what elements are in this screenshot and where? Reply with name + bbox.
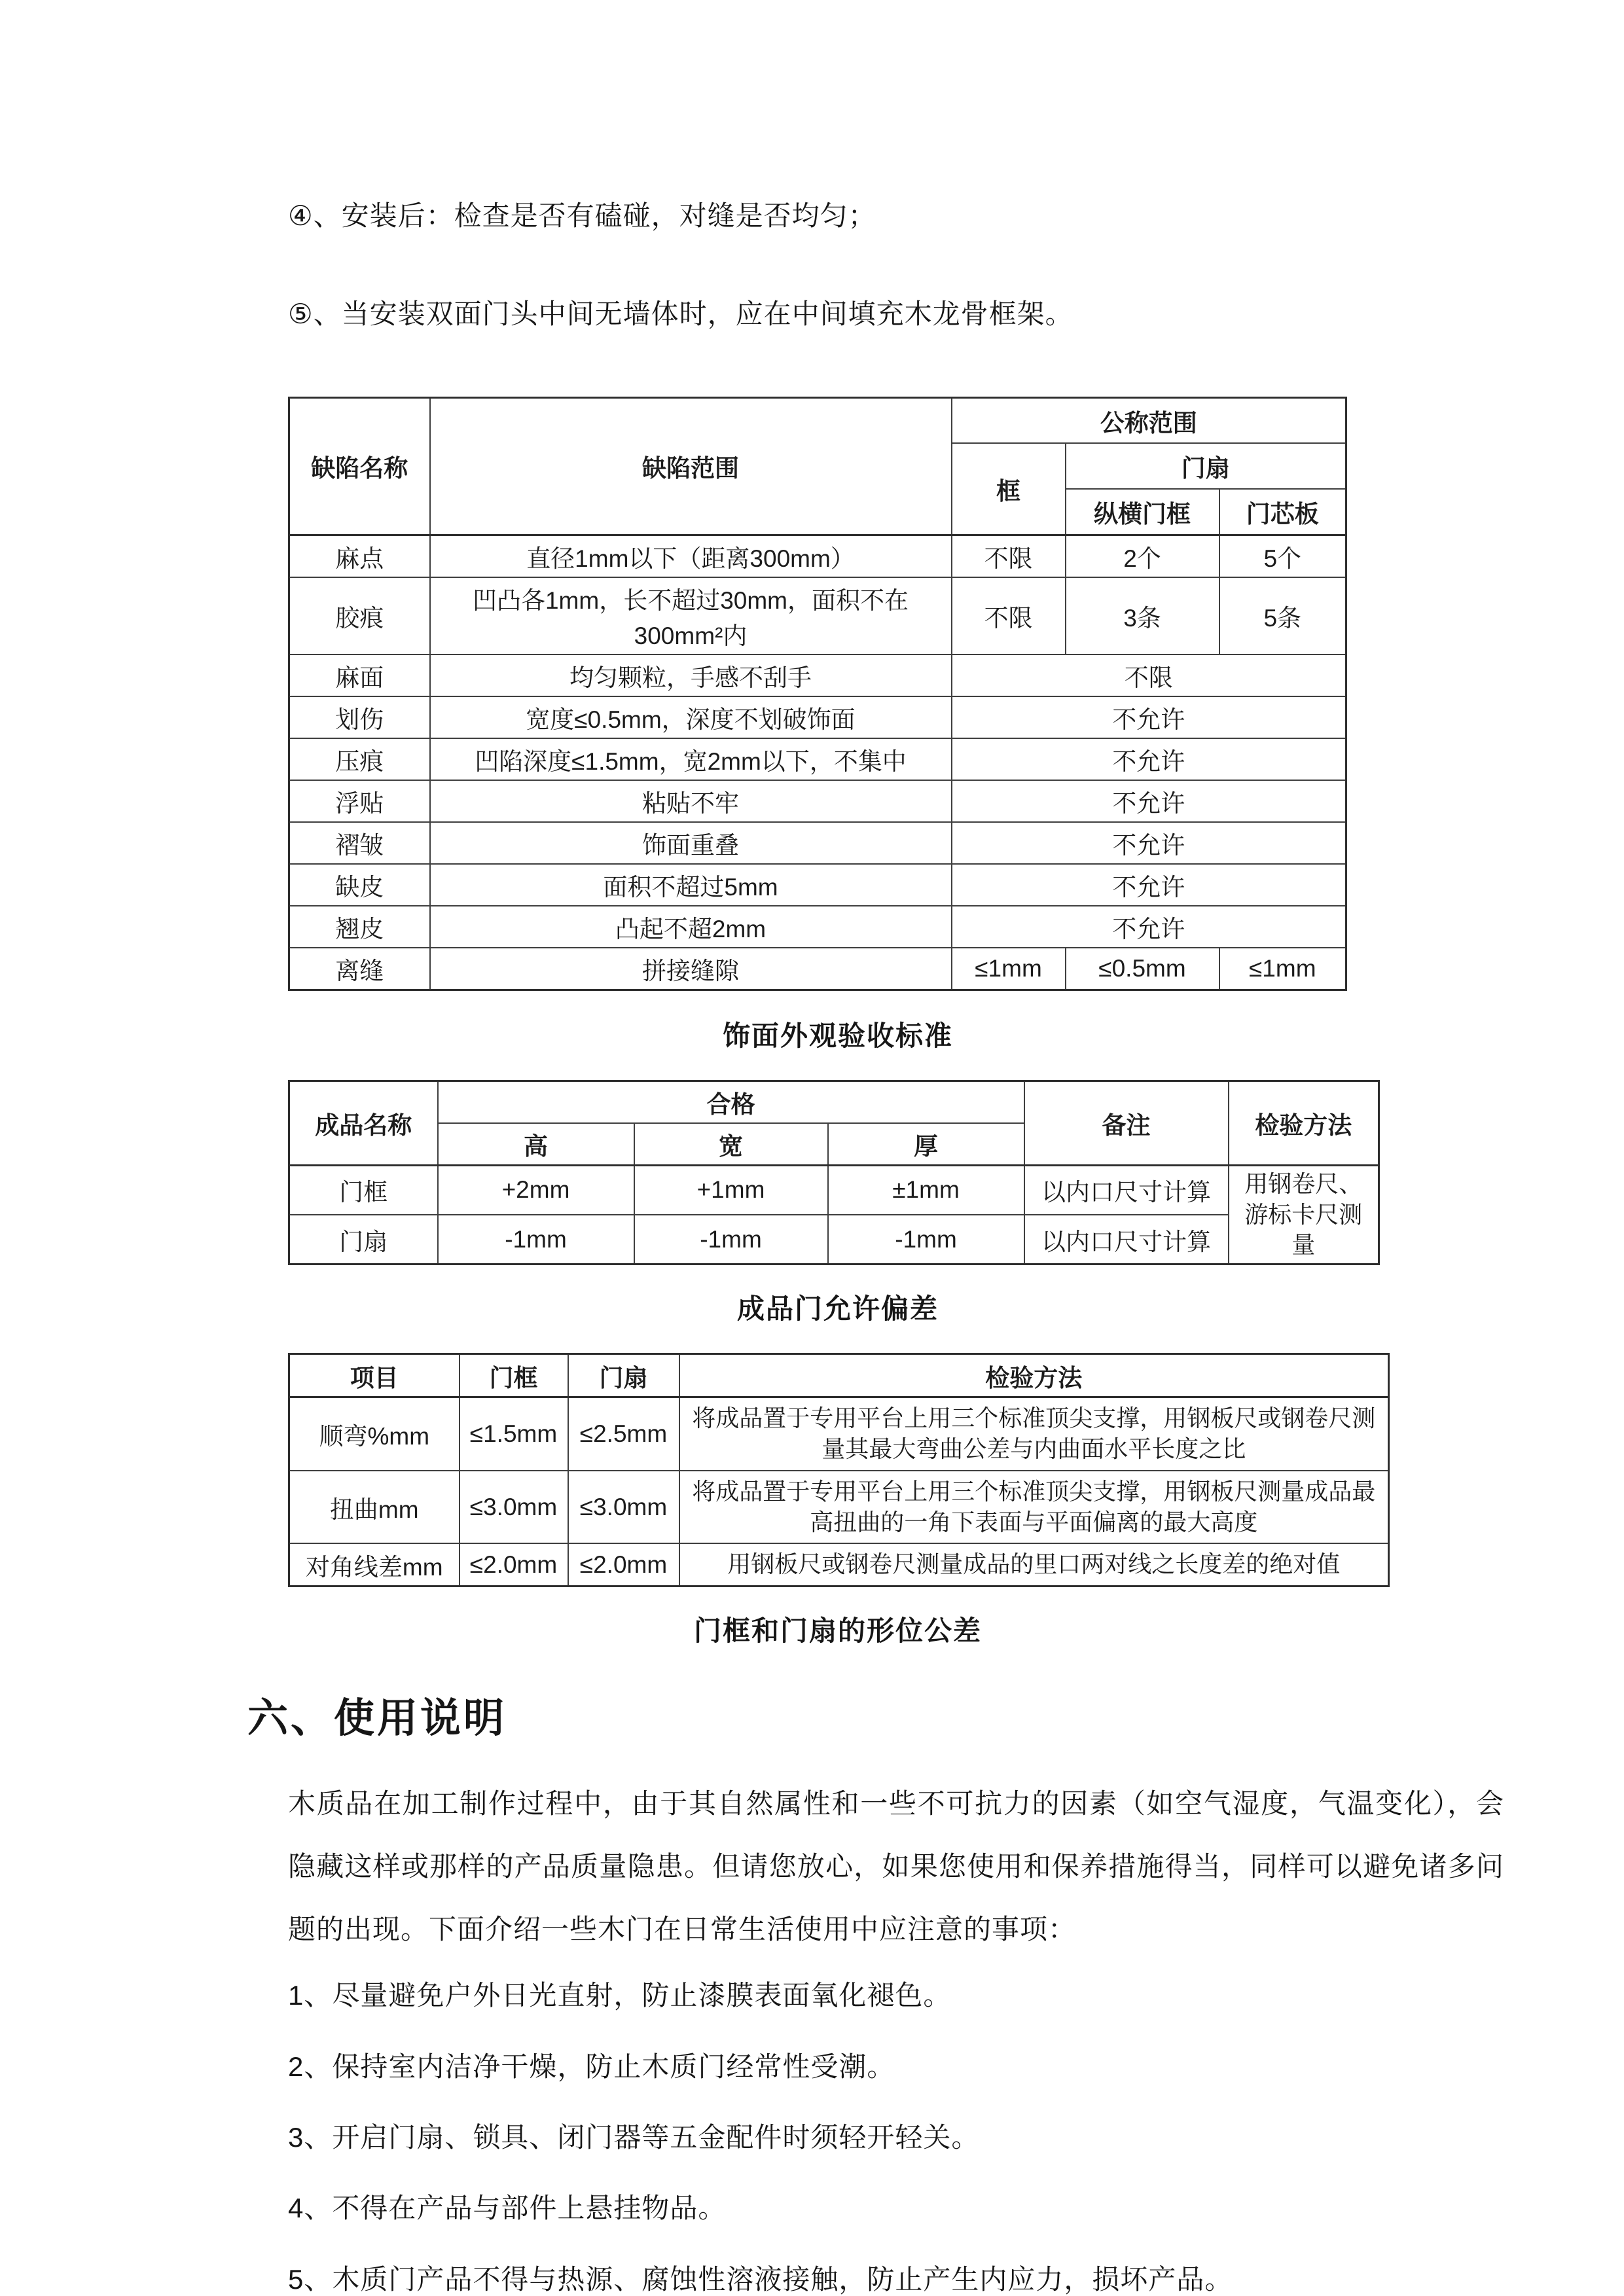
table-row (289, 577, 1346, 655)
cell: -1mm (438, 1215, 634, 1265)
cell: 5个 (1219, 535, 1346, 577)
cell: ±1mm (828, 1165, 1024, 1215)
usage-item-3: 3、开启门扇、锁具、闭门器等五金配件时须轻开轻关。 (288, 2121, 980, 2153)
header-cell-frame: 框 (952, 443, 1066, 535)
usage-item-5: 5、木质门产品不得与热源、腐蚀性溶液接触，防止产生内应力，损坏产品。 (288, 2263, 1233, 2295)
cell: ≤2.0mm (460, 1543, 568, 1586)
table-row (289, 948, 1346, 990)
cell: -1mm (828, 1215, 1024, 1265)
cell: 粘贴不牢 (430, 780, 952, 822)
header-cell-pass: 合格 (438, 1081, 1024, 1123)
cell: +1mm (634, 1165, 828, 1215)
cell: 扭曲mm (289, 1471, 460, 1544)
cell: ≤1mm (1219, 948, 1346, 990)
cell-merged: 不允许 (952, 822, 1346, 864)
header-cell-frame: 门框 (460, 1354, 568, 1397)
cell: 2个 (1066, 535, 1219, 577)
cell: 压痕 (289, 738, 430, 780)
table-row (289, 1397, 1389, 1471)
cell: ≤0.5mm (1066, 948, 1219, 990)
cell: ≤3.0mm (568, 1471, 679, 1544)
header-cell-method: 检验方法 (1229, 1081, 1379, 1165)
cell: 直径1mm以下（距离300mm） (430, 535, 952, 577)
cell-merged: 不允许 (952, 780, 1346, 822)
cell: 离缝 (289, 948, 430, 990)
table-caption-finished-door-deviation: 成品门允许偏差 (736, 1293, 939, 1325)
table-row (289, 696, 1346, 738)
cell: 饰面重叠 (430, 822, 952, 864)
cell-merged: 不允许 (952, 864, 1346, 906)
usage-intro-paragraph: 木质品在加工制作过程中，由于其自然属性和一些不可抗力的因素（如空气湿度，气温变化），会隐藏这样或那样的产品质量隐患。但请您放心，如果您使用和保养措施得当，同样可以避免诸多问题的出现。下面介绍一些木门在日常生活使用中应注意的事项： (288, 1788, 1504, 1945)
header-cell-door-leaf: 门扇 (1066, 443, 1346, 489)
cell: 不限 (952, 577, 1066, 655)
defect-standards-table (288, 397, 1347, 991)
header-cell-product-name: 成品名称 (289, 1081, 438, 1165)
cell: ≤2.0mm (568, 1543, 679, 1586)
cell: ≤3.0mm (460, 1471, 568, 1544)
table-row (289, 1215, 1379, 1265)
cell-merged: 不允许 (952, 738, 1346, 780)
cell: 拼接缝隙 (430, 948, 952, 990)
table-row (289, 655, 1346, 696)
cell: 以内口尺寸计算 (1024, 1165, 1229, 1215)
cell: 顺弯%mm (289, 1397, 460, 1471)
header-cell-nominal-range: 公称范围 (952, 397, 1346, 443)
usage-item-1: 1、尽量避免户外日光直射，防止漆膜表面氧化褪色。 (288, 1980, 952, 2011)
header-cell-thickness: 厚 (828, 1123, 1024, 1166)
cell-merged: 不限 (952, 655, 1346, 696)
cell: 浮贴 (289, 780, 430, 822)
cell: 麻点 (289, 535, 430, 577)
cell: 门框 (289, 1165, 438, 1215)
header-cell-note: 备注 (1024, 1081, 1229, 1165)
table-row (289, 1165, 1379, 1215)
header-cell-height: 高 (438, 1123, 634, 1166)
cell-merged: 不允许 (952, 906, 1346, 948)
list-item-circled-4: ④、安装后：检查是否有磕碰，对缝是否均匀； (288, 200, 876, 231)
cell: 宽度≤0.5mm，深度不划破饰面 (430, 696, 952, 738)
cell: ≤1mm (952, 948, 1066, 990)
cell: 凹陷深度≤1.5mm，宽2mm以下，不集中 (430, 738, 952, 780)
cell: 麻面 (289, 655, 430, 696)
cell: 门扇 (289, 1215, 438, 1265)
cell: 均匀颗粒，手感不刮手 (430, 655, 952, 696)
section-heading-usage: 六、使用说明 (247, 1696, 507, 1742)
cell: 不限 (952, 535, 1066, 577)
usage-item-4: 4、不得在产品与部件上悬挂物品。 (288, 2193, 727, 2224)
cell: 缺皮 (289, 864, 430, 906)
cell: 面积不超过5mm (430, 864, 952, 906)
header-cell-width: 宽 (634, 1123, 828, 1166)
table-caption-form-position-tolerance: 门框和门扇的形位公差 (693, 1615, 982, 1647)
cell: 划伤 (289, 696, 430, 738)
finished-product-tolerance-table (288, 1080, 1380, 1265)
header-cell-leaf: 门扇 (568, 1354, 679, 1397)
table-caption-finish-appearance: 饰面外观验收标准 (722, 1020, 953, 1051)
cell: -1mm (634, 1215, 828, 1265)
header-cell-stile-rail: 纵横门框 (1066, 489, 1219, 535)
header-cell-defect-name: 缺陷名称 (289, 397, 430, 535)
header-cell-core-panel: 门芯板 (1219, 489, 1346, 535)
table-row (289, 906, 1346, 948)
cell: 5条 (1219, 577, 1346, 655)
cell: ≤2.5mm (568, 1397, 679, 1471)
header-cell-item: 项目 (289, 1354, 460, 1397)
table-row (289, 738, 1346, 780)
cell: ≤1.5mm (460, 1397, 568, 1471)
table-row (289, 780, 1346, 822)
cell: 对角线差mm (289, 1543, 460, 1586)
form-position-tolerance-table (288, 1353, 1390, 1587)
table-row (289, 1471, 1389, 1544)
table-row (289, 822, 1346, 864)
cell-method: 将成品置于专用平台上用三个标准顶尖支撑，用钢板尺或钢卷尺测量其最大弯曲公差与内曲面水平长度之比 (679, 1397, 1389, 1471)
cell: 凹凸各1mm，长不超过30mm，面积不在300mm²内 (430, 577, 952, 655)
cell: 以内口尺寸计算 (1024, 1215, 1229, 1265)
cell: 胶痕 (289, 577, 430, 655)
table-row (289, 535, 1346, 577)
cell: 翘皮 (289, 906, 430, 948)
cell: 3条 (1066, 577, 1219, 655)
cell-method: 将成品置于专用平台上用三个标准顶尖支撑，用钢板尺测量成品最高扭曲的一角下表面与平面偏离的最大高度 (679, 1471, 1389, 1544)
cell-merged: 不允许 (952, 696, 1346, 738)
list-item-circled-5: ⑤、当安装双面门头中间无墙体时，应在中间填充木龙骨框架。 (288, 298, 1074, 330)
cell: +2mm (438, 1165, 634, 1215)
cell: 凸起不超2mm (430, 906, 952, 948)
header-cell-defect-range: 缺陷范围 (430, 397, 952, 535)
table-row (289, 864, 1346, 906)
cell-method-merged: 用钢卷尺、游标卡尺测量 (1229, 1165, 1379, 1264)
header-cell-method: 检验方法 (679, 1354, 1389, 1397)
cell: 褶皱 (289, 822, 430, 864)
usage-item-2: 2、保持室内洁净干燥，防止木质门经常性受潮。 (288, 2051, 895, 2082)
table-row (289, 1543, 1389, 1586)
cell-method: 用钢板尺或钢卷尺测量成品的里口两对线之长度差的绝对值 (679, 1543, 1389, 1586)
